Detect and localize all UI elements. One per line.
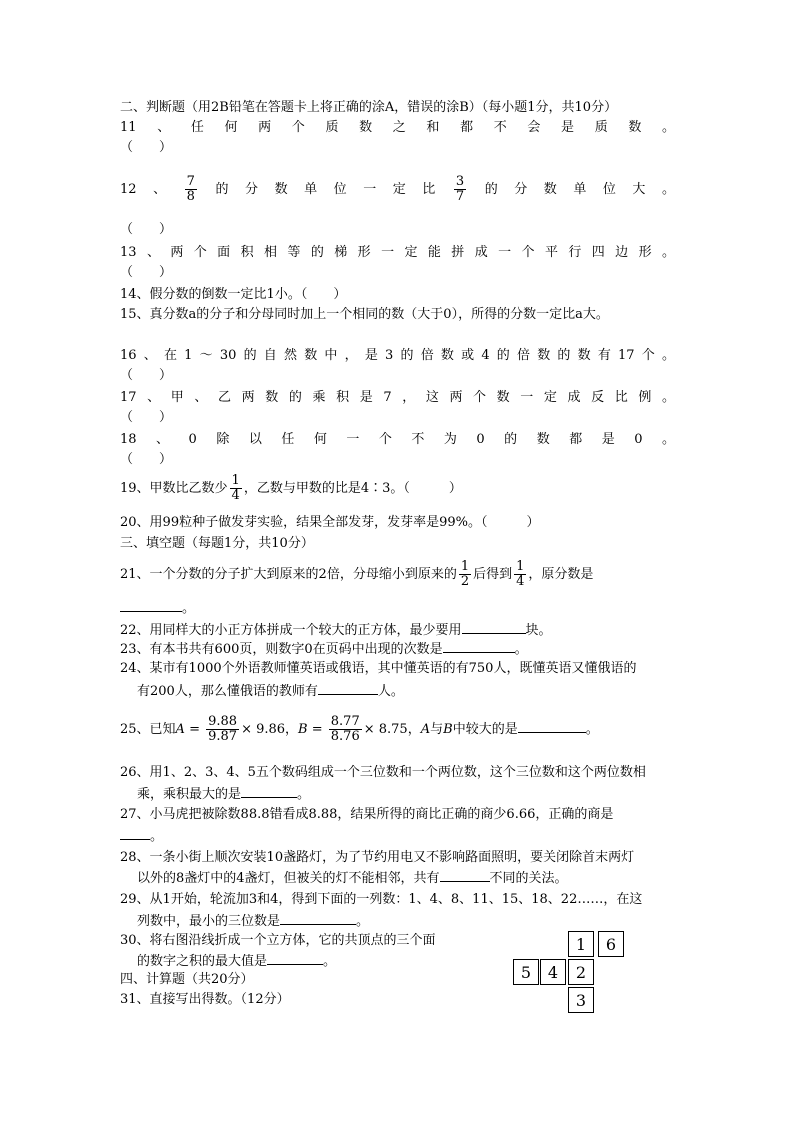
question-28-line2 [137, 868, 692, 888]
q30-suffix: 。 [323, 954, 337, 969]
q25-suffix: 中较大的是 [452, 722, 518, 737]
question-20: 20、用99粒种子做发芽实验，结果全部发芽，发芽率是99%。（ ） [120, 515, 540, 530]
variable-a: A [420, 722, 431, 737]
equals-sign: = [184, 722, 205, 737]
question-28-line1: 28、一条小街上顺次安装10盏路灯，为了节约用电又不影响路面照明，要关闭除首末两灯 [120, 850, 635, 865]
q26-suffix: 。 [297, 787, 311, 802]
q24-prefix: 有200人，那么懂俄语的教师有 [137, 684, 318, 699]
q25-middle: 与 [430, 722, 444, 737]
question-19 [120, 471, 675, 507]
q23-suffix: 。 [514, 642, 528, 657]
question-30-line1: 30、将右图沿线折成一个立方体，它的共顶点的三个面 [120, 933, 436, 948]
q12-suffix: 的分数单位大。 [468, 182, 675, 197]
fraction-3-7 [454, 175, 466, 204]
numerator: 9.88 [208, 714, 238, 729]
q21-end: 。 [182, 601, 196, 616]
question-16: 16、在1～30的自然数中，是3的倍数或4的倍数的数有17个。 [120, 348, 675, 363]
answer-paren-11: （ ） [120, 140, 173, 155]
question-18: 18、0除以任何一个不为0的数都是0。 [120, 432, 675, 447]
question-24-line1: 24、某市有1000个外语教师懂英语或俄语，其中懂英语的有750人，既懂英语又懂俄语的 [120, 661, 637, 676]
answer-blank-24[interactable] [318, 681, 378, 695]
fraction-877-876 [329, 715, 362, 744]
answer-blank-29[interactable] [280, 911, 356, 925]
question-11: 11、任何两个质数之和都不会是质数。 [120, 120, 675, 135]
q21-prefix: 21、一个分数的分子扩大到原来的2倍，分母缩小到原来的 [120, 567, 457, 582]
numerator: 7 [186, 174, 195, 189]
answer-blank-26[interactable] [241, 784, 297, 798]
times-875: × 8.75， [363, 722, 421, 737]
answer-paren-18: （ ） [120, 452, 173, 467]
denominator: 9.87 [208, 729, 238, 744]
denominator: 4 [231, 488, 240, 503]
numerator: 1 [516, 559, 525, 574]
question-17: 17、甲、乙两数的乘积是7，这两个数一定成反比例。 [120, 390, 675, 405]
answer-blank-21[interactable] [120, 598, 182, 612]
times-986: × 9.86， [241, 722, 299, 737]
q19-suffix: ，乙数与甲数的比是4∶3。（ ） [243, 481, 462, 496]
q24-suffix: 人。 [377, 684, 404, 699]
q25-prefix: 25、已知 [120, 722, 176, 737]
cube-face-6: 6 [598, 931, 624, 957]
answer-blank-25[interactable] [518, 719, 586, 733]
q22-prefix: 22、用同样大的小正方体拼成一个较大的正方体，最少要用 [120, 623, 462, 638]
answer-paren-13: （ ） [120, 265, 173, 280]
question-24-line2 [137, 681, 692, 701]
question-13: 13、两个面积相等的梯形一定能拼成一个平行四边形。 [120, 245, 675, 260]
section3-header: 三、填空题（每题1分，共10分） [120, 536, 314, 551]
q19-prefix: 19、甲数比乙数少 [120, 481, 228, 496]
answer-paren-12: （ ） [120, 222, 173, 237]
q12-prefix: 12、 [120, 182, 183, 197]
cube-net-diagram [513, 931, 629, 1015]
q27-end: 。 [150, 829, 164, 844]
q28-suffix: 不同的关法。 [489, 871, 568, 886]
equals-sign: = [307, 722, 327, 737]
denominator: 8 [186, 189, 195, 204]
q23-prefix: 23、有本书共有600页，则数字0在页码中出现的次数是 [120, 642, 443, 657]
question-26-line2 [137, 784, 692, 804]
question-31: 31、直接写出得数。（12分） [120, 992, 290, 1007]
numerator: 1 [231, 473, 240, 488]
variable-a: A [175, 722, 185, 737]
answer-blank-27[interactable] [120, 826, 150, 840]
q21-middle: 后得到 [473, 567, 513, 582]
question-25 [120, 712, 675, 748]
answer-blank-22[interactable] [462, 620, 526, 634]
numerator: 3 [455, 174, 465, 189]
q28-prefix: 以外的8盏灯中的4盏灯，但被关的灯不能相邻，共有 [137, 871, 440, 886]
cube-face-1: 1 [568, 931, 594, 957]
numerator: 1 [460, 559, 470, 574]
fraction-7-8 [185, 175, 197, 204]
answer-paren-17: （ ） [120, 410, 173, 425]
denominator: 4 [516, 574, 525, 589]
fraction-1-4 [230, 474, 242, 503]
cube-face-3: 3 [568, 987, 594, 1013]
cube-face-4: 4 [540, 959, 566, 985]
q21-suffix: ，原分数是 [528, 567, 594, 582]
numerator: 8.77 [330, 714, 360, 729]
q22-suffix: 块。 [525, 623, 552, 638]
denominator: 7 [455, 189, 465, 204]
question-22 [120, 620, 675, 640]
cube-face-2: 2 [568, 959, 594, 985]
cube-face-5: 5 [513, 959, 539, 985]
section2-header: 二、判断题（用2B铅笔在答题卡上将正确的涂A，错误的涂B）（每小题1分，共10分） [120, 100, 618, 115]
fraction-1-4 [514, 560, 526, 589]
denominator: 8.76 [330, 729, 360, 744]
q29-suffix: 。 [356, 914, 370, 929]
variable-b: B [298, 722, 308, 737]
answer-blank-23[interactable] [443, 639, 515, 653]
answer-blank-30[interactable] [267, 951, 323, 965]
q29-prefix: 列数中，最小的三位数是 [137, 914, 281, 929]
denominator: 2 [460, 574, 470, 589]
question-29-line2 [137, 911, 692, 931]
answer-blank-28[interactable] [440, 868, 490, 882]
fraction-988-987 [206, 715, 239, 744]
question-26-line1: 26、用1、2、3、4、5五个数码组成一个三位数和一个两位数，这个三位数和这个两位数相 [120, 765, 646, 780]
q26-prefix: 乘，乘积最大的是 [137, 787, 242, 802]
question-14: 14、假分数的倒数一定比1小。（ ） [120, 287, 347, 302]
answer-paren-16: （ ） [120, 368, 173, 383]
question-12 [120, 172, 675, 208]
fraction-1-2 [459, 560, 471, 589]
question-21-answer-line [120, 598, 675, 618]
question-27-line2 [120, 826, 675, 846]
question-29-line1: 29、从1开始，轮流加3和4，得到下面的一列数：1、4、8、11、15、18、22……，在这 [120, 892, 643, 907]
q30-prefix: 的数字之积的最大值是 [137, 954, 268, 969]
question-23 [120, 639, 675, 659]
variable-b: B [443, 722, 453, 737]
q25-end: 。 [585, 722, 599, 737]
question-15: 15、真分数a的分子和分母同时加上一个相同的数（大于0），所得的分数一定比a大。 [120, 307, 609, 322]
question-30-line2 [137, 951, 477, 971]
q12-middle: 的分数单位一定比 [198, 182, 452, 197]
question-21 [120, 557, 675, 593]
section4-header: 四、计算题（共20分） [120, 972, 254, 987]
question-27-line1: 27、小马虎把被除数88.8错看成8.88，结果所得的商比正确的商少6.66，正确的商是 [120, 807, 614, 822]
